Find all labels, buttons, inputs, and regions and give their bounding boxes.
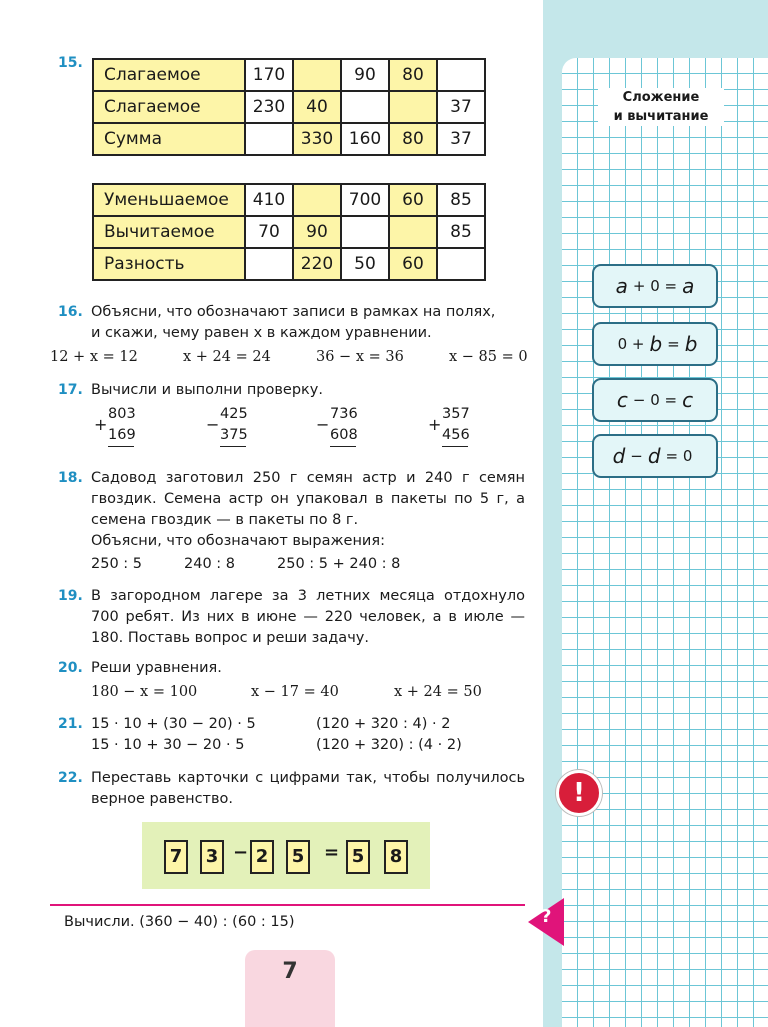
- exercise-text: Объясни, что обозначают выражения:: [91, 533, 385, 549]
- digit-card[interactable]: 3: [200, 840, 224, 874]
- equation: x + 24 = 50: [394, 684, 482, 700]
- digit-cards-panel: [142, 822, 430, 889]
- table-cell: 700: [341, 184, 389, 216]
- rule-card-a-plus-zero: a + 0 = a: [592, 264, 718, 308]
- table-cell: 230: [245, 91, 293, 123]
- table-cell: 410: [245, 184, 293, 216]
- table-cell: 90: [293, 216, 341, 248]
- table-row: [93, 248, 485, 280]
- table-cell: [437, 59, 485, 91]
- bonus-task: Вычисли. (360 − 40) : (60 : 15): [64, 914, 295, 930]
- table-cell: 170: [245, 59, 293, 91]
- row-label: Слагаемое: [93, 59, 245, 91]
- table-cell: 330: [293, 123, 341, 155]
- table-row: [93, 216, 485, 248]
- expression: (120 + 320 : 4) · 2: [316, 716, 451, 732]
- bottom-number: 169: [108, 425, 134, 447]
- addition-table: [92, 58, 486, 156]
- exercise-number: 17.: [58, 382, 83, 398]
- equation: x + 24 = 24: [183, 349, 271, 365]
- exercise-number: 20.: [58, 660, 83, 676]
- table-cell: 50: [341, 248, 389, 280]
- subtraction-table: [92, 183, 486, 281]
- exercise-text: В загородном лагере за 3 летних месяца отдохнуло 700 ребят. Из них в июне — 220 человек, а в июле — 180. Поставь вопрос и реши задачу.: [91, 588, 525, 646]
- equation: x − 17 = 40: [251, 684, 339, 700]
- expression: 240 : 8: [184, 556, 236, 572]
- table-cell: 70: [245, 216, 293, 248]
- table-cell: [437, 248, 485, 280]
- exercise-number: 21.: [58, 716, 83, 732]
- expression: 250 : 5 + 240 : 8: [277, 556, 401, 572]
- table-cell: 80: [389, 59, 437, 91]
- expression: 15 · 10 + (30 − 20) · 5: [91, 716, 256, 732]
- exercise-text: Вычисли и выполни проверку.: [91, 382, 323, 398]
- table-row: [93, 184, 485, 216]
- equation: 12 + x = 12: [50, 349, 138, 365]
- table-row: [93, 123, 485, 155]
- table-cell: 37: [437, 123, 485, 155]
- equation: 180 − x = 100: [91, 684, 198, 700]
- page-number: 7: [245, 950, 335, 1027]
- table-cell: 60: [389, 184, 437, 216]
- exercise-number: 18.: [58, 470, 83, 486]
- column-calculation: [206, 404, 248, 447]
- exercise-text: Садовод заготовил 250 г семян астр и 240 г семян гвоздик. Семена астр он упаковал в пакеты по 5 г, а семена гвоздик — в пакеты по 8 г.: [91, 470, 525, 528]
- divider-line: [50, 904, 525, 906]
- table-cell: 85: [437, 184, 485, 216]
- table-cell: [293, 59, 341, 91]
- digit-card[interactable]: 5: [286, 840, 310, 874]
- exercise-number: 16.: [58, 304, 83, 320]
- row-label: Уменьшаемое: [93, 184, 245, 216]
- table-cell: 160: [341, 123, 389, 155]
- row-label: Разность: [93, 248, 245, 280]
- operation-sign: +: [94, 415, 108, 434]
- column-calculation: [94, 404, 136, 447]
- table-cell: [293, 184, 341, 216]
- bottom-number: 456: [442, 425, 468, 447]
- exercise-text: и скажи, чему равен x в каждом уравнении.: [91, 325, 432, 341]
- table-cell: 85: [437, 216, 485, 248]
- top-number: 803: [108, 406, 136, 422]
- grid-paper: [562, 58, 768, 1027]
- column-calculation: [428, 404, 470, 447]
- digit-card[interactable]: 2: [250, 840, 274, 874]
- table-cell: 40: [293, 91, 341, 123]
- operation-sign: −: [206, 415, 220, 434]
- expression: 15 · 10 + 30 − 20 · 5: [91, 737, 245, 753]
- exercise-text: Объясни, что обозначают записи в рамках на полях,: [91, 304, 496, 320]
- minus-sign: −: [233, 842, 249, 863]
- row-label: Вычитаемое: [93, 216, 245, 248]
- row-label: Слагаемое: [93, 91, 245, 123]
- top-number: 736: [330, 406, 358, 422]
- exercise-text: Переставь карточки с цифрами так, чтобы получилось верное равенство.: [91, 770, 525, 807]
- table-cell: [245, 123, 293, 155]
- expression: 250 : 5: [91, 556, 143, 572]
- expression: (120 + 320) : (4 · 2): [316, 737, 462, 753]
- table-cell: 37: [437, 91, 485, 123]
- operation-sign: +: [428, 415, 442, 434]
- table-cell: 80: [389, 123, 437, 155]
- bottom-number: 608: [330, 425, 356, 447]
- operation-sign: −: [316, 415, 330, 434]
- question-mark-label: ?: [541, 906, 552, 927]
- warning-icon: !: [556, 770, 602, 816]
- column-calculation: [316, 404, 358, 447]
- table-cell: [389, 216, 437, 248]
- rule-card-c-minus-zero: c − 0 = c: [592, 378, 718, 422]
- table-row: [93, 91, 485, 123]
- exercise-number: 22.: [58, 770, 83, 786]
- rule-card-d-minus-d: d − d = 0: [592, 434, 718, 478]
- rule-card-zero-plus-b: 0 + b = b: [592, 322, 718, 366]
- digit-card[interactable]: 5: [346, 840, 370, 874]
- exercise-text: Реши уравнения.: [91, 660, 222, 676]
- digit-card[interactable]: 7: [164, 840, 188, 874]
- exercise-number: 19.: [58, 588, 83, 604]
- top-number: 357: [442, 406, 470, 422]
- row-label: Сумма: [93, 123, 245, 155]
- table-cell: 220: [293, 248, 341, 280]
- margin-title: Сложение и вычитание: [598, 88, 724, 126]
- equation: x − 85 = 0: [449, 349, 528, 365]
- table-cell: [389, 91, 437, 123]
- digit-card[interactable]: 8: [384, 840, 408, 874]
- exercise-number: 15.: [58, 55, 83, 71]
- table-cell: 90: [341, 59, 389, 91]
- equation: 36 − x = 36: [316, 349, 404, 365]
- equals-sign: =: [324, 842, 340, 863]
- table-cell: 60: [389, 248, 437, 280]
- top-number: 425: [220, 406, 248, 422]
- bottom-number: 375: [220, 425, 246, 447]
- table-row: [93, 59, 485, 91]
- table-cell: [341, 91, 389, 123]
- table-cell: [245, 248, 293, 280]
- table-cell: [341, 216, 389, 248]
